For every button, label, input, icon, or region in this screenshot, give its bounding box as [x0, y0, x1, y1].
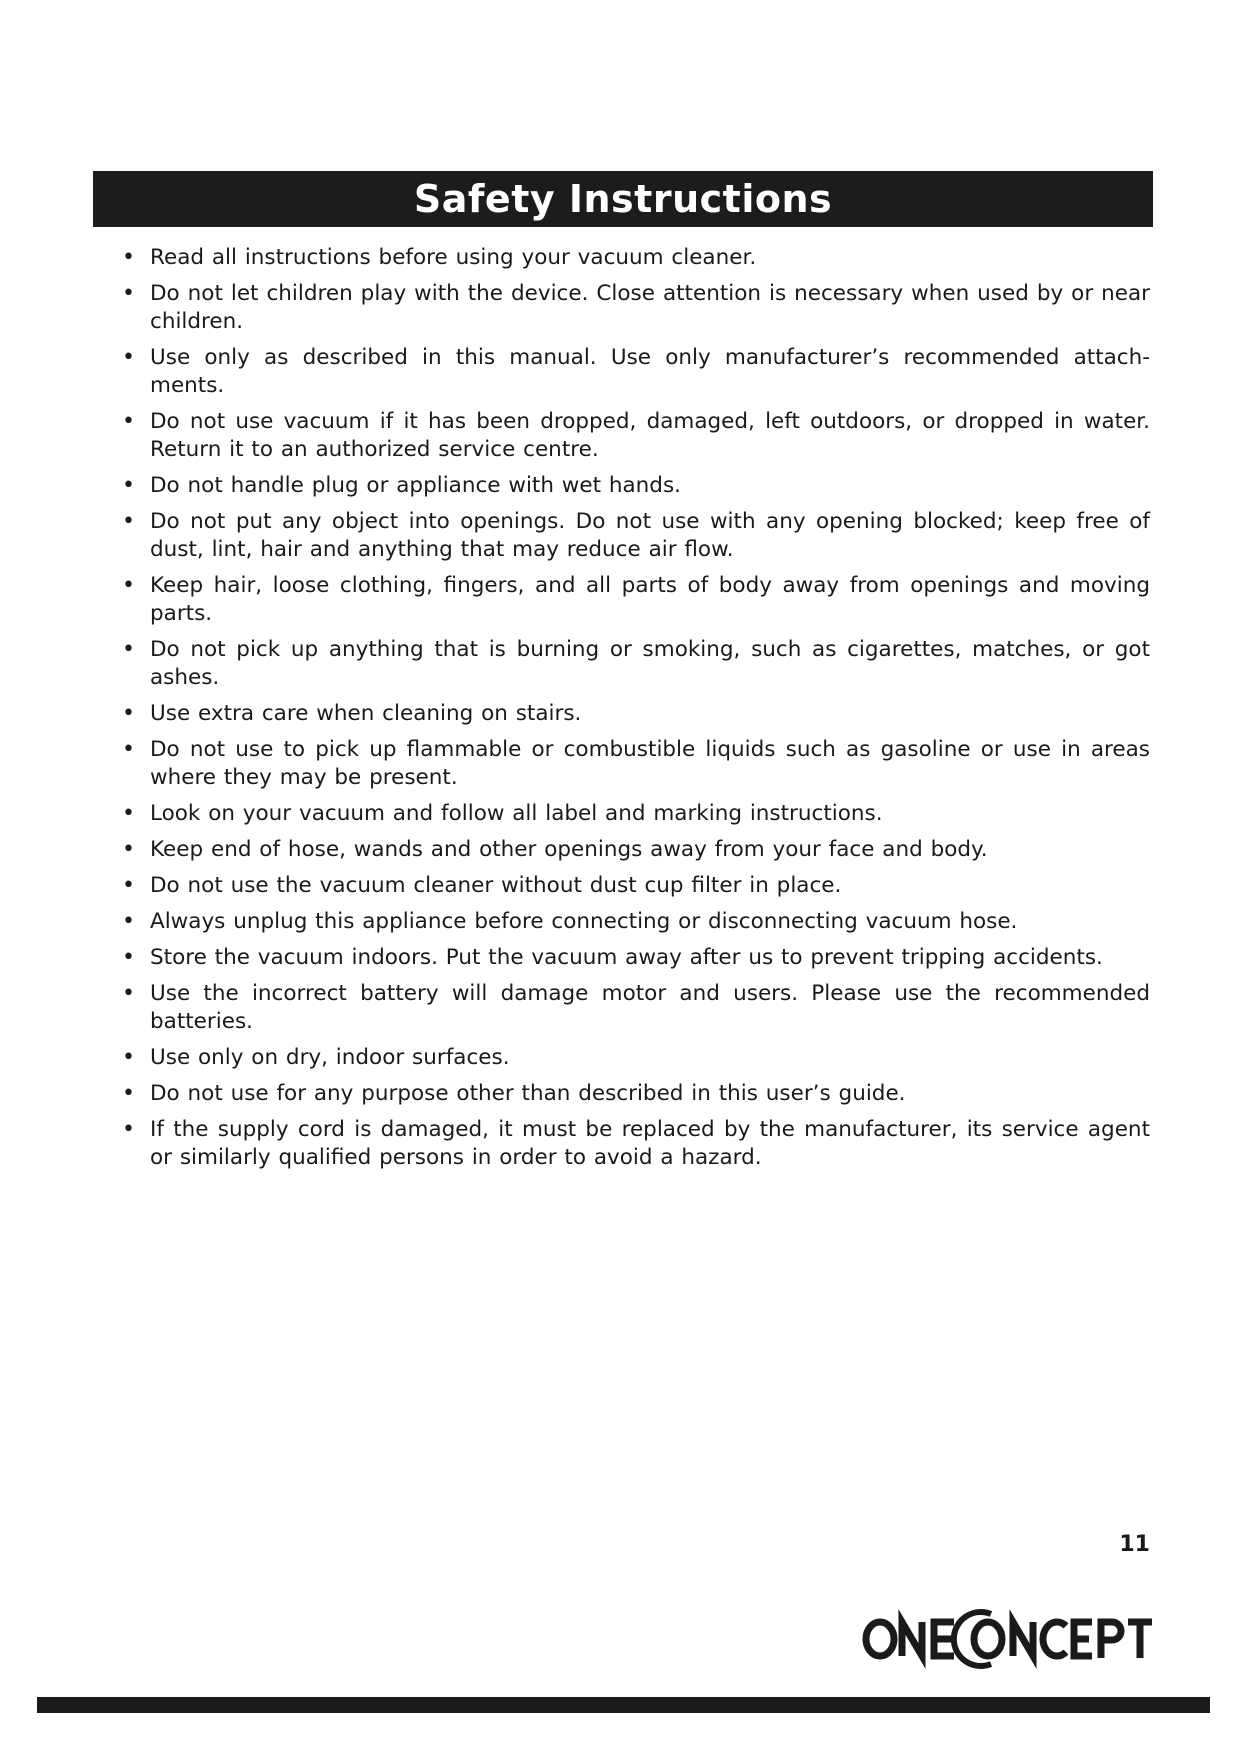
instruction-item: • Do not let children play with the device. Close attention is necessary when used by or near children.	[120, 280, 1150, 336]
instruction-item: • Look on your vacuum and follow all label and marking instructions.	[120, 800, 1150, 828]
instruction-item: • Do not handle plug or appliance with wet hands.	[120, 472, 1150, 500]
title-bar	[93, 171, 1153, 227]
footer-bar	[37, 1697, 1210, 1713]
instruction-item: • Always unplug this appliance before connecting or disconnecting vacuum hose.	[120, 908, 1150, 936]
instruction-item: • Use only as described in this manual. Use only manufacturer’s recommended attach-ments.	[120, 344, 1150, 400]
oneconcept-logo	[860, 1602, 1160, 1672]
instruction-item: • Keep end of hose, wands and other openings away from your face and body.	[120, 836, 1150, 864]
instruction-item: • Do not pick up anything that is burning or smoking, such as cigarettes, matches, or got ashes.	[120, 636, 1150, 692]
instruction-item: • Do not use the vacuum cleaner without dust cup filter in place.	[120, 872, 1150, 900]
instruction-item: • Do not put any object into openings. Do not use with any opening blocked; keep free of dust, lint, hair and anything that may reduce air flow.	[120, 508, 1150, 564]
instruction-item: • If the supply cord is damaged, it must be replaced by the manufacturer, its service agent or similarly qualified persons in order to avoid a hazard.	[120, 1116, 1150, 1172]
safety-instructions-list	[120, 244, 1150, 1180]
instruction-item: • Keep hair, loose clothing, fingers, and all parts of body away from openings and moving parts.	[120, 572, 1150, 628]
page-number: 11	[1119, 1532, 1150, 1557]
instruction-item: • Use extra care when cleaning on stairs.	[120, 700, 1150, 728]
instruction-item: • Use only on dry, indoor surfaces.	[120, 1044, 1150, 1072]
instruction-item: • Read all instructions before using your vacuum cleaner.	[120, 244, 1150, 272]
instruction-item: • Store the vacuum indoors. Put the vacuum away after us to prevent tripping accidents.	[120, 944, 1150, 972]
instruction-item: • Do not use to pick up flammable or combustible liquids such as gasoline or use in areas where they may be present.	[120, 736, 1150, 792]
page-title: Safety Instructions	[413, 177, 833, 221]
instruction-item: • Do not use vacuum if it has been dropped, damaged, left outdoors, or dropped in water. Return it to an authorized service centre.	[120, 408, 1150, 464]
instruction-item: • Do not use for any purpose other than described in this user’s guide.	[120, 1080, 1150, 1108]
instruction-item: • Use the incorrect battery will damage motor and users. Please use the recommended batteries.	[120, 980, 1150, 1036]
